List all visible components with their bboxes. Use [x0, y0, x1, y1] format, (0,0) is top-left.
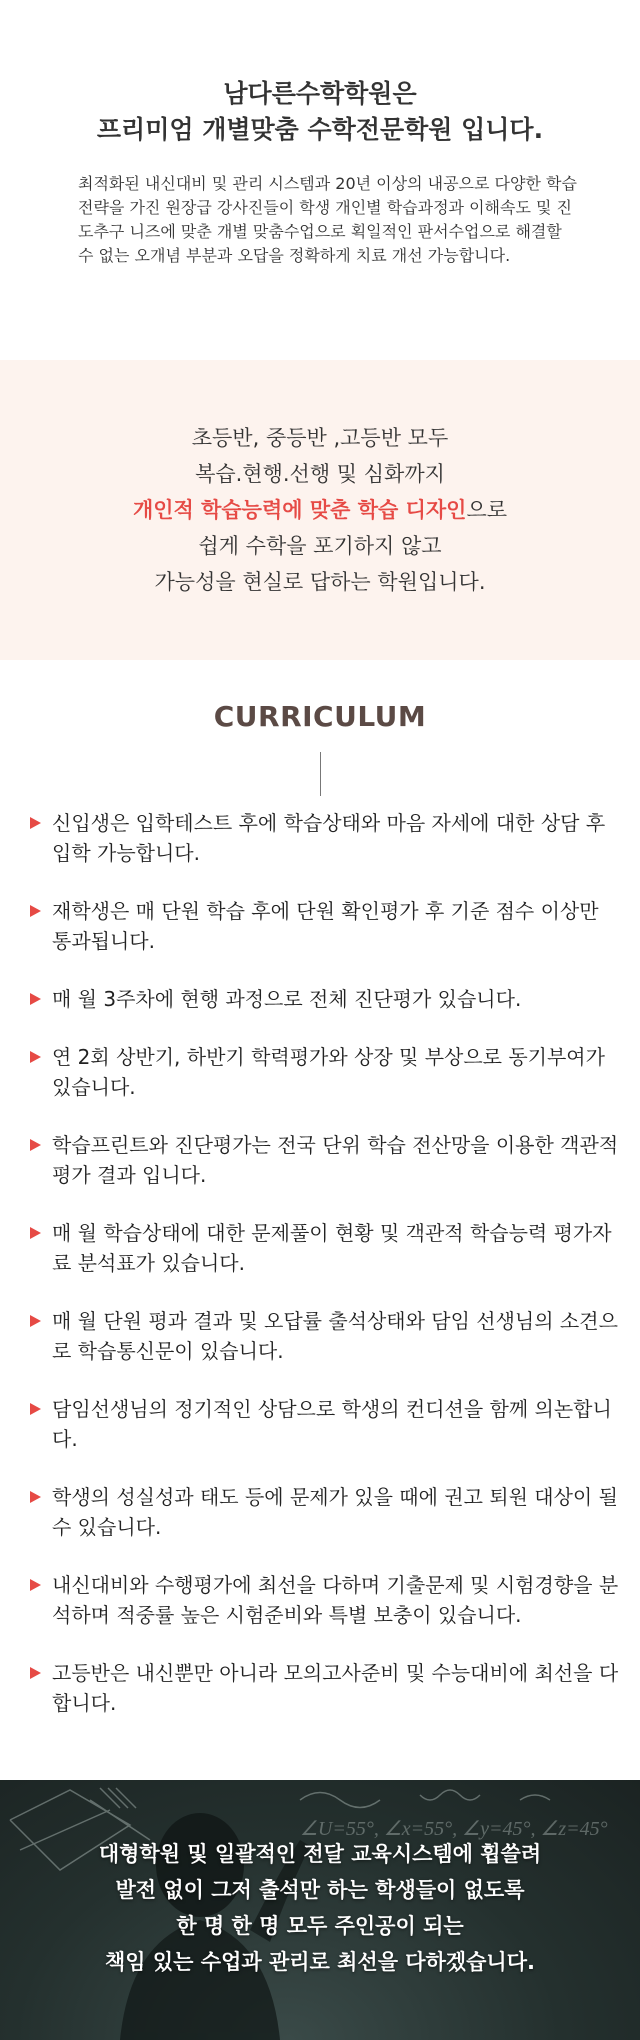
- curriculum-item: [30, 1306, 620, 1366]
- svg-text:∠U=55°, ∠x=55°, ∠y=45°, ∠z=45°: ∠U=55°, ∠x=55°, ∠y=45°, ∠z=45°: [300, 1818, 608, 1840]
- intro-section: [0, 0, 640, 360]
- intro-title-line2: 프리미엄 개별맞춤 수학전문학원 입니다.: [96, 115, 544, 144]
- curriculum-item: [30, 1570, 620, 1630]
- triangle-bullet-icon: [30, 1315, 41, 1327]
- curriculum-item: [30, 1482, 620, 1542]
- triangle-bullet-icon: [30, 1051, 41, 1063]
- triangle-bullet-icon: [30, 1579, 41, 1591]
- band-line-3: [0, 492, 640, 528]
- triangle-bullet-icon: [30, 993, 41, 1005]
- curriculum-title: CURRICULUM: [213, 700, 427, 733]
- footer-banner: [0, 1780, 640, 2040]
- footer-line-1: 대형학원 및 일괄적인 전달 교육시스템에 휩쓸려: [98, 1842, 542, 1866]
- footer-text: [0, 1836, 640, 1980]
- intro-title: [0, 76, 640, 148]
- curriculum-item: [30, 1658, 620, 1718]
- triangle-bullet-icon: [30, 1403, 41, 1415]
- triangle-bullet-icon: [30, 1667, 41, 1679]
- curriculum-divider: [320, 752, 321, 796]
- band-line-1: 초등반, 중등반 ,고등반 모두: [191, 426, 449, 450]
- footer-line-3: 한 명 한 명 모두 주인공이 되는: [176, 1914, 464, 1938]
- band-line-5: 가능성을 현실로 답하는 학원입니다.: [154, 570, 486, 594]
- curriculum-item: [30, 1130, 620, 1190]
- triangle-bullet-icon: [30, 1491, 41, 1503]
- footer-line-4: 책임 있는 수업과 관리로 최선을 다하겠습니다.: [105, 1950, 535, 1974]
- triangle-bullet-icon: [30, 905, 41, 917]
- intro-description: 최적화된 내신대비 및 관리 시스템과 20년 이상의 내공으로 다양한 학습전략을 가진 원장급 강사진들이 학생 개인별 학습과정과 이해속도 및 진도추구 니즈에 맞춘 개별 맞춤수업으로 획일적인 판서수업으로 해결할 수 없는 오개념 부분과 오답을 정확하게 치료 개선 가능합니다.: [78, 174, 577, 265]
- curriculum-item-text: 매 월 단원 평과 결과 및 오답률 출석상태와 담임 선생님의 소견으로 학습통신문이 있습니다.: [52, 1309, 618, 1363]
- curriculum-item: [30, 984, 620, 1014]
- band-highlight-text: 개인적 학습능력에 맞춘 학습 디자인: [132, 498, 467, 522]
- intro-title-line1: 남다른수학학원은: [223, 79, 417, 108]
- curriculum-item-text: 매 월 학습상태에 대한 문제풀이 현황 및 객관적 학습능력 평가자료 분석표가 있습니다.: [52, 1221, 612, 1275]
- curriculum-item-text: 재학생은 매 단원 학습 후에 단원 확인평가 후 기준 점수 이상만 통과됩니다.: [52, 899, 599, 953]
- curriculum-item: [30, 1218, 620, 1278]
- triangle-bullet-icon: [30, 817, 41, 829]
- curriculum-item-text: 학습프린트와 진단평가는 전국 단위 학습 전산망을 이용한 객관적 평가 결과 입니다.: [52, 1133, 619, 1187]
- curriculum-item: [30, 1394, 620, 1454]
- curriculum-item: [30, 1042, 620, 1102]
- triangle-bullet-icon: [30, 1227, 41, 1239]
- curriculum-item-text: 내신대비와 수행평가에 최선을 다하며 기출문제 및 시험경향을 분석하며 적중률 높은 시험준비와 특별 보충이 있습니다.: [52, 1573, 619, 1627]
- band-text: [0, 420, 640, 600]
- curriculum-item-text: 학생의 성실성과 태도 등에 문제가 있을 때에 권고 퇴원 대상이 될 수 있습니다.: [52, 1485, 618, 1539]
- curriculum-item-text: 신입생은 입학테스트 후에 학습상태와 마음 자세에 대한 상담 후 입학 가능합니다.: [52, 811, 606, 865]
- curriculum-item-text: 고등반은 내신뿐만 아니라 모의고사준비 및 수능대비에 최선을 다합니다.: [52, 1661, 619, 1715]
- curriculum-item: [30, 896, 620, 956]
- curriculum-item-text: 매 월 3주차에 현행 과정으로 전체 진단평가 있습니다.: [52, 987, 522, 1011]
- curriculum-item-text: 연 2회 상반기, 하반기 학력평가와 상장 및 부상으로 동기부여가 있습니다.: [52, 1045, 605, 1099]
- band-line-3-rest: 으로: [466, 498, 508, 522]
- highlight-band: [0, 360, 640, 660]
- band-line-4: 쉽게 수학을 포기하지 않고: [198, 534, 442, 558]
- band-line-2: 복습.현행.선행 및 심화까지: [195, 462, 445, 486]
- curriculum-item: [30, 808, 620, 868]
- triangle-bullet-icon: [30, 1139, 41, 1151]
- footer-line-2: 발전 없이 그저 출석만 하는 학생들이 없도록: [115, 1878, 525, 1902]
- curriculum-item-text: 담임선생님의 정기적인 상담으로 학생의 컨디션을 함께 의논합니다.: [52, 1397, 612, 1451]
- curriculum-list: [30, 808, 620, 1746]
